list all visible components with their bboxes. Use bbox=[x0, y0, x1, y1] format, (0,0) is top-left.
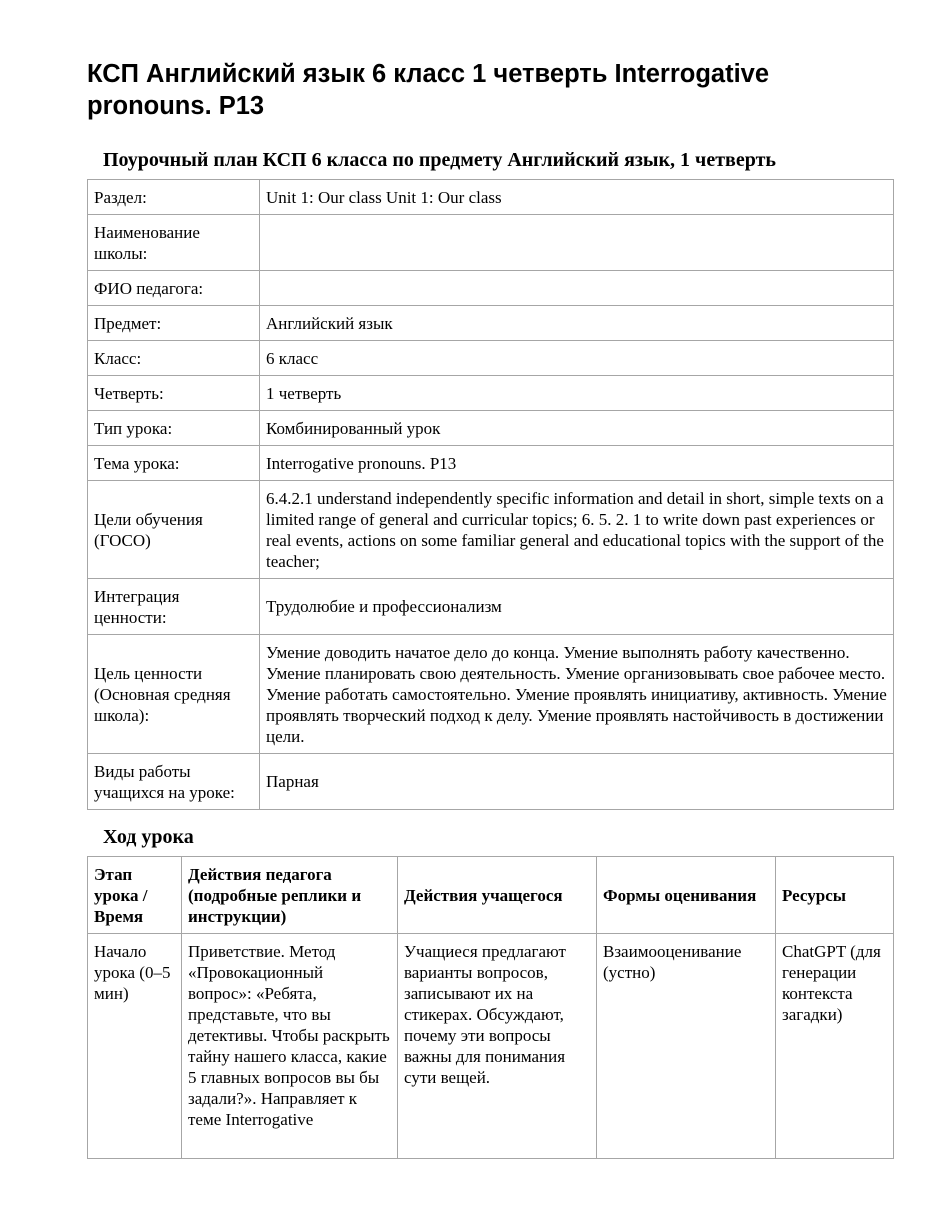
info-value: Парная bbox=[260, 754, 894, 810]
info-value: Unit 1: Our class Unit 1: Our class bbox=[260, 180, 894, 215]
info-label: ФИО педагога: bbox=[88, 271, 260, 306]
info-row-section bbox=[88, 180, 894, 215]
info-value: 6 класс bbox=[260, 341, 894, 376]
column-header-stage: Этап урока / Время bbox=[88, 857, 182, 934]
info-row-learning-objectives bbox=[88, 481, 894, 579]
info-row-lesson-type bbox=[88, 411, 894, 446]
info-value: Трудолюбие и профессионализм bbox=[260, 579, 894, 635]
column-header-resources: Ресурсы bbox=[776, 857, 894, 934]
column-header-teacher-actions: Действия педагога (подробные реплики и инструкции) bbox=[182, 857, 398, 934]
cell-assessment: Взаимооценивание (устно) bbox=[597, 934, 776, 1159]
info-label: Тип урока: bbox=[88, 411, 260, 446]
info-label: Наименование школы: bbox=[88, 215, 260, 271]
column-header-assessment: Формы оценивания bbox=[597, 857, 776, 934]
info-row-topic bbox=[88, 446, 894, 481]
info-row-subject bbox=[88, 306, 894, 341]
lesson-header-row bbox=[88, 857, 894, 934]
info-label: Цели обучения (ГОСО) bbox=[88, 481, 260, 579]
info-value bbox=[260, 271, 894, 306]
info-row-work-types bbox=[88, 754, 894, 810]
info-row-grade bbox=[88, 341, 894, 376]
info-label: Четверть: bbox=[88, 376, 260, 411]
info-value: Interrogative pronouns. P13 bbox=[260, 446, 894, 481]
lesson-heading: Ход урока bbox=[103, 826, 194, 848]
cell-stage: Начало урока (0–5 мин) bbox=[88, 934, 182, 1159]
cell-student-actions: Учащиеся предлагают варианты вопросов, записывают их на стикерах. Обсуждают, почему эти вопросы важны для понимания сути вещей. bbox=[398, 934, 597, 1159]
info-label: Раздел: bbox=[88, 180, 260, 215]
cell-resources: ChatGPT (для генерации контекста загадки) bbox=[776, 934, 894, 1159]
info-value: Комбинированный урок bbox=[260, 411, 894, 446]
info-label: Интеграция ценности: bbox=[88, 579, 260, 635]
info-label: Цель ценности (Основная средняя школа): bbox=[88, 635, 260, 754]
info-row-school bbox=[88, 215, 894, 271]
info-value: 1 четверть bbox=[260, 376, 894, 411]
info-row-quarter bbox=[88, 376, 894, 411]
info-label: Предмет: bbox=[88, 306, 260, 341]
lesson-info-table bbox=[87, 179, 894, 810]
info-value: Английский язык bbox=[260, 306, 894, 341]
info-value: 6.4.2.1 understand independently specific information and detail in short, simple texts on a limited range of general and curricular topics; 6. 5. 2. 1 to write down past experiences or real events, actions on some familiar general and educational topics with the support of the teacher; bbox=[260, 481, 894, 579]
info-row-value-goal bbox=[88, 635, 894, 754]
table-row bbox=[88, 934, 894, 1159]
info-value bbox=[260, 215, 894, 271]
info-value: Умение доводить начатое дело до конца. Умение выполнять работу качественно. Умение планировать свою деятельность. Умение организовывать свое рабочее место. Умение работать самостоятельно. Умение проявлять инициативу, активность. Умение проявлять творческий подход к делу. Умение проявлять настойчивость в достижении цели. bbox=[260, 635, 894, 754]
plan-heading: Поурочный план КСП 6 класса по предмету Английский язык, 1 четверть bbox=[103, 149, 776, 171]
info-label: Класс: bbox=[88, 341, 260, 376]
lesson-flow-table bbox=[87, 856, 894, 1159]
info-label: Тема урока: bbox=[88, 446, 260, 481]
cell-teacher-actions: Приветствие. Метод «Провокационный вопрос»: «Ребята, представьте, что вы детективы. Чтобы раскрыть тайну нашего класса, какие 5 главных вопросов вы бы задали?». Направляет к теме Interrogative bbox=[182, 934, 398, 1159]
info-row-value-integration bbox=[88, 579, 894, 635]
column-header-student-actions: Действия учащегося bbox=[398, 857, 597, 934]
document-title: КСП Английский язык 6 класс 1 четверть Interrogative pronouns. P13 bbox=[87, 60, 770, 120]
info-label: Виды работы учащихся на уроке: bbox=[88, 754, 260, 810]
info-row-teacher bbox=[88, 271, 894, 306]
